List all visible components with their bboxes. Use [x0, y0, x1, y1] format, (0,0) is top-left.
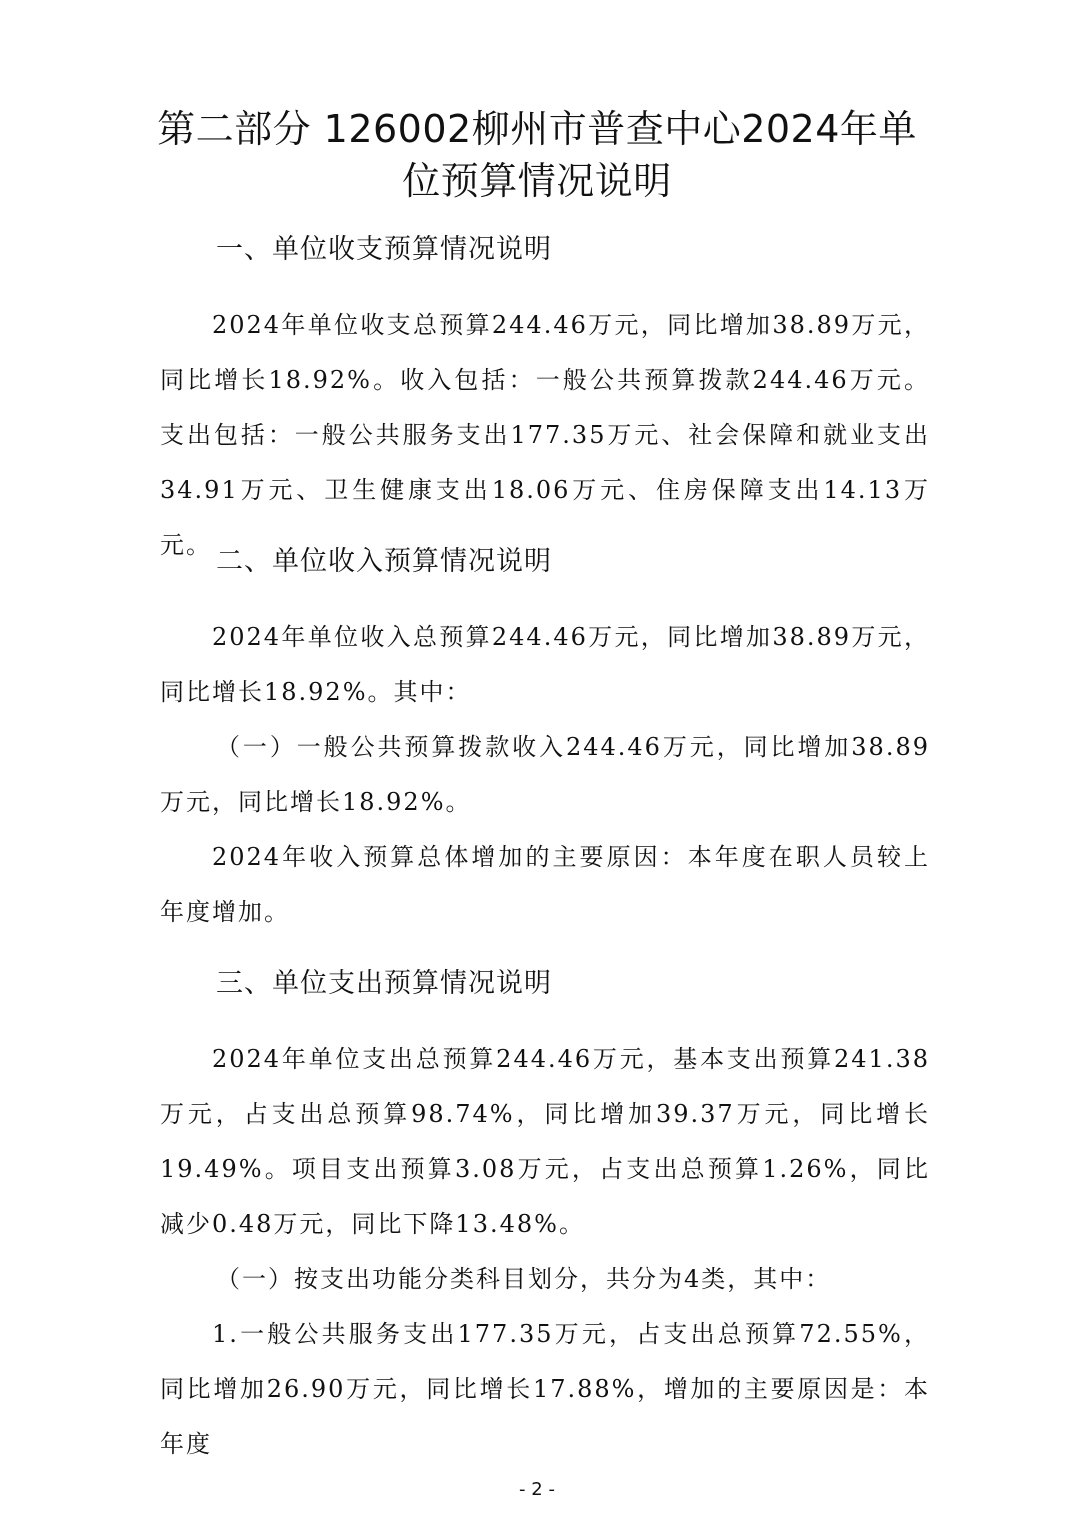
title-line-2: 位预算情况说明 — [402, 159, 672, 203]
section-heading-1: 一、单位收支预算情况说明 — [216, 234, 552, 265]
section-2-paragraph-3: 2024年收入预算总体增加的主要原因：本年度在职人员较上年度增加。 — [160, 843, 930, 926]
document-title — [100, 103, 974, 207]
title-line-1: 第二部分 126002柳州市普查中心2024年单 — [157, 107, 917, 151]
section-2-paragraph-2: （一）一般公共预算拨款收入244.46万元，同比增加38.89万元，同比增长18.92%。 — [160, 733, 930, 816]
section-heading-2: 二、单位收入预算情况说明 — [216, 546, 552, 577]
section-2-paragraph-1: 2024年单位收入总预算244.46万元，同比增加38.89万元，同比增长18.92%。其中： — [160, 623, 930, 706]
section-3-paragraph-1: 2024年单位支出总预算244.46万元，基本支出预算241.38万元，占支出总预算98.74%，同比增加39.37万元，同比增长19.49%。项目支出预算3.08万元，占支出总预算1.26%，同比减少0.48万元，同比下降13.48%。 — [160, 1045, 930, 1238]
section-1-paragraph-1: 2024年单位收支总预算244.46万元，同比增加38.89万元，同比增长18.92%。收入包括：一般公共预算拨款244.46万元。支出包括：一般公共服务支出177.35万元、社会保障和就业支出34.91万元、卫生健康支出18.06万元、住房保障支出14.13万元。 — [160, 311, 930, 559]
section-heading-3: 三、单位支出预算情况说明 — [216, 968, 552, 999]
section-3-paragraph-2: （一）按支出功能分类科目划分，共分为4类，其中： — [216, 1265, 832, 1293]
page-number: - 2 - — [519, 1479, 555, 1500]
section-3-paragraph-3: 1.一般公共服务支出177.35万元，占支出总预算72.55%，同比增加26.90万元，同比增长17.88%，增加的主要原因是：本年度 — [160, 1320, 930, 1458]
